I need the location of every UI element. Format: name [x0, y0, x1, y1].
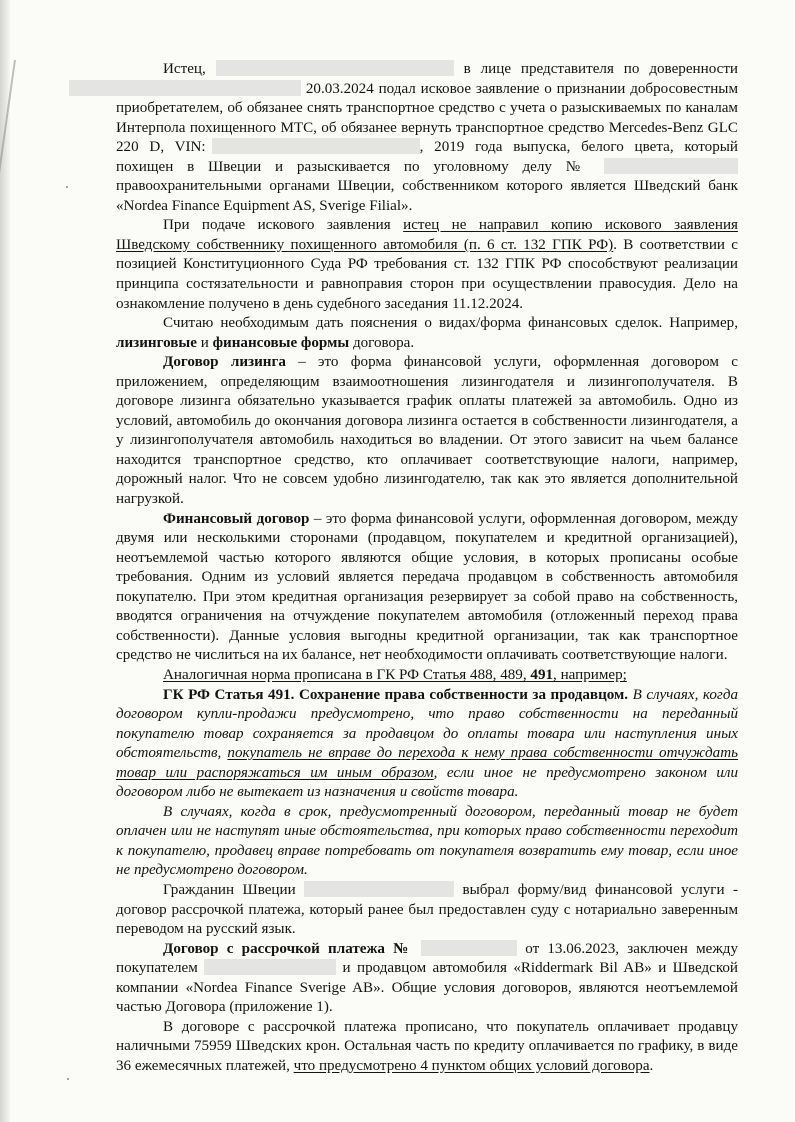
paragraph-citizen: Гражданин Швеции выбрал форму/вид финансовой услуги - договор рассрочкой платежа, который ранее был предоставлен суду с нотариально заверенным переводом на русский язык. — [116, 881, 739, 938]
document-body — [116, 60, 738, 1076]
paragraph-norm: Аналогичная норма прописана в ГК РФ Статья 488, 489, 491, например; — [163, 666, 627, 683]
redacted-block — [421, 940, 517, 956]
paragraph-article-491: ГК РФ Статья 491. Сохранение права собственности за продавцом. В случаях, когда договором купли-продажи предусмотрено, что право собственности на переданный покупателю товар сохраняется за продавцом до оплаты товара или наступления иных обстоятельств, покупатель не вправе до перехода к нему права собственности отчуждать товар или распоряжаться им иным образом, если иное не предусмотрено законом или договором либо не вытекает из назначения и свойств товара. — [116, 686, 738, 801]
paragraph-filing: При подаче искового заявления истец не направил копию искового заявления Шведскому собственнику похищенного автомобиля (п. 6 ст. 132 ГПК РФ). В соответствии с позицией Конституционного Суда РФ требования ст. 132 ГПК РФ способствуют реализации принципа состязательности и равноправия сторон при осуществлении правосудия. Дело на ознакомление получено в день судебного заседания 11.12.2024. — [116, 217, 738, 312]
redacted-block — [216, 60, 454, 76]
paragraph-intro: Считаю необходимым дать пояснения о видах/форма финансовых сделок. Например, лизинговые и финансовые формы договора. — [116, 315, 738, 351]
scan-speck — [66, 186, 68, 188]
redacted-block — [212, 138, 420, 154]
paragraph-leasing: Договор лизинга – это форма финансовой услуги, оформленная договором с приложением, определяющим взаимоотношения лизингодателя и лизингополучателя. В договоре лизинга обязательно указывается график оплаты платежей за автомобиль. Одно из условий, автомобиль до окончания договора лизинга остается в собственности лизингодателя, а у лизингополучателя автомобиль находиться во владении. От этого зависит на чьем балансе находится транспортное средство, кто оплачивает соответствующие налоги, например, дорожный налог. Что не совсем удобно лизингодателю, так как это является дополнительной нагрузкой. — [116, 354, 738, 508]
paragraph-payment: В договоре с рассрочкой платежа прописано, что покупатель оплачивает продавцу наличными 75959 Шведских крон. Остальная часть по кредиту оплачивается по графику, в виде 36 ежемесячных платежей, что предусмотрено 4 пунктом общих условий договора. — [116, 1018, 738, 1074]
paragraph-claim: Истец, в лице представителя по доверенности 20.03.2024 подал исковое заявление о признании добросовестным приобретателем, об обязанее снять транспортное средство с учета о разыскиваемых по каналам Интерпола похищенного МТС, об обязанее вернуть транспортное средство Mercedes-Benz GLC 220 D, VIN: , 2019 года выпуска, белого цвета, который похищен в Швеции и разыскивается по уголовному делу № правоохранительными органами Швеции, собственником которого является Шведский банк «Nordea Finance Equipment AS, Sverige Filial». — [116, 60, 738, 216]
paragraph-financial: Финансовый договор – это форма финансовой услуги, оформленная договором, между двумя или несколькими сторонами (продавцом, покупателем и кредитной организацией), неотъемлемой частью которого являются общие условия, в которых прописаны особые требования. Одним из условий является передача продавцом в собственность автомобиля покупателю. При этом кредитная организация резервирует за собой право на собственность, вводятся ограничения на отчуждение покупателем автомобиля (отложенный переход права собственности). Данные условия выгодны кредитной организации, так как транспортное средство не числиться на их балансе, нет необходимости оплачивать соответствующие налоги. — [116, 510, 738, 664]
redacted-block — [604, 158, 738, 174]
paragraph-article-491-cont: В случаях, когда в срок, предусмотренный договором, переданный товар не будет оплачен или не наступят иные обстоятельства, при которых право собственности переходит к покупателю, продавец вправе потребовать от покупателя возвратить ему товар, если иное не предусмотрено договором. — [116, 803, 738, 879]
paragraph-installment: Договор с рассрочкой платежа № от 13.06.2023, заключен между покупателем и продавцом автомобиля «Riddermark Bil AB» и Шведской компании «Nordea Finance Sverige AB». Общие условия договоров, являются неотъемлемой частью Договора (приложение 1). — [116, 940, 739, 1016]
redacted-block — [204, 959, 336, 975]
redacted-block — [304, 881, 454, 897]
redacted-block — [69, 80, 301, 96]
scan-speck — [67, 1078, 69, 1080]
